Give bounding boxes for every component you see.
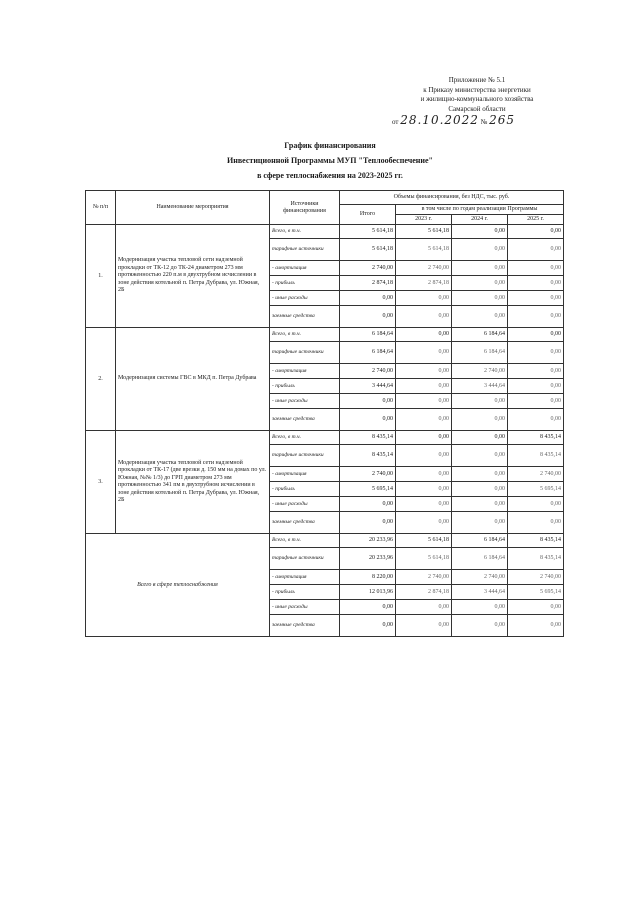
value-2025: 0,00 — [508, 409, 564, 431]
value-2025: 5 695,14 — [508, 482, 564, 497]
measure-row — [86, 225, 564, 239]
value-2024: 0,00 — [452, 431, 508, 445]
row-number: 3. — [86, 431, 116, 534]
header-total: Итого — [340, 205, 396, 225]
source-label: - амортизация — [270, 364, 340, 379]
source-label: - амортизация — [270, 467, 340, 482]
handwritten-date: 28.10.2022 — [400, 113, 479, 127]
value-total: 2 740,00 — [340, 467, 396, 482]
summary-label: Всего в сфере теплоснабжения — [86, 534, 270, 637]
value-total: 2 740,00 — [340, 364, 396, 379]
value-total: 0,00 — [340, 512, 396, 534]
source-label: - амортизация — [270, 261, 340, 276]
value-2025: 0,00 — [508, 239, 564, 261]
value-2023: 2 740,00 — [396, 261, 452, 276]
value-total: 20 233,96 — [340, 534, 396, 548]
value-2023: 0,00 — [396, 615, 452, 637]
value-2024: 6 184,64 — [452, 534, 508, 548]
value-2025: 5 695,14 — [508, 585, 564, 600]
appendix-header — [392, 76, 562, 128]
source-label: - иные расходы — [270, 291, 340, 306]
value-2024: 0,00 — [452, 615, 508, 637]
value-2023: 0,00 — [396, 291, 452, 306]
value-total: 0,00 — [340, 394, 396, 409]
header-2024: 2024 г. — [452, 215, 508, 225]
source-label: тарифные источники — [270, 445, 340, 467]
value-2025: 0,00 — [508, 364, 564, 379]
value-total: 3 444,64 — [340, 379, 396, 394]
value-2025: 0,00 — [508, 342, 564, 364]
value-2025: 8 435,14 — [508, 534, 564, 548]
value-2024: 0,00 — [452, 512, 508, 534]
value-2023: 5 614,18 — [396, 534, 452, 548]
handwritten-number: 265 — [489, 113, 516, 127]
row-number: 1. — [86, 225, 116, 328]
from-label: от — [392, 118, 399, 126]
header-2025: 2025 г. — [508, 215, 564, 225]
value-2024: 0,00 — [452, 306, 508, 328]
measure-name: Модернизация системы ГВС в МКД п. Петра Дубрава — [116, 328, 270, 431]
value-2024: 6 184,64 — [452, 342, 508, 364]
header-2023: 2023 г. — [396, 215, 452, 225]
value-total: 5 614,18 — [340, 225, 396, 239]
value-total: 12 013,96 — [340, 585, 396, 600]
source-label: - прибыль — [270, 482, 340, 497]
value-2024: 0,00 — [452, 497, 508, 512]
value-2025: 0,00 — [508, 600, 564, 615]
value-total: 5 695,14 — [340, 482, 396, 497]
value-total: 2 874,18 — [340, 276, 396, 291]
source-label: Всего, в т.ч. — [270, 328, 340, 342]
value-2024: 3 444,64 — [452, 585, 508, 600]
value-2023: 0,00 — [396, 445, 452, 467]
number-label: № — [480, 118, 488, 126]
value-2023: 5 614,18 — [396, 225, 452, 239]
value-2023: 0,00 — [396, 364, 452, 379]
value-2023: 0,00 — [396, 467, 452, 482]
appendix-line-2: к Приказу министерства энергетики — [423, 85, 531, 94]
value-2023: 0,00 — [396, 394, 452, 409]
value-2024: 0,00 — [452, 409, 508, 431]
value-2024: 0,00 — [452, 239, 508, 261]
value-2023: 5 614,18 — [396, 239, 452, 261]
value-2023: 0,00 — [396, 379, 452, 394]
value-2025: 0,00 — [508, 512, 564, 534]
value-2023: 0,00 — [396, 328, 452, 342]
title-line-3: в сфере теплоснабжения на 2023-2025 гг. — [257, 171, 403, 180]
value-2024: 6 184,64 — [452, 548, 508, 570]
value-total: 0,00 — [340, 291, 396, 306]
value-2025: 0,00 — [508, 276, 564, 291]
header-source: Источники финансирования — [270, 191, 340, 225]
value-2024: 2 740,00 — [452, 570, 508, 585]
source-label: - прибыль — [270, 585, 340, 600]
appendix-line-3: и жилищно-коммунального хозяйства — [420, 95, 534, 103]
document-title — [140, 138, 520, 183]
value-2024: 0,00 — [452, 276, 508, 291]
value-2024: 3 444,64 — [452, 379, 508, 394]
header-num: № п/п — [86, 191, 116, 225]
value-2024: 0,00 — [452, 467, 508, 482]
value-total: 20 233,96 — [340, 548, 396, 570]
source-label: Всего, в т.ч. — [270, 431, 340, 445]
value-2023: 0,00 — [396, 409, 452, 431]
value-2023: 0,00 — [396, 600, 452, 615]
value-2025: 0,00 — [508, 394, 564, 409]
source-label: заемные средства — [270, 512, 340, 534]
value-2025: 0,00 — [508, 306, 564, 328]
row-number: 2. — [86, 328, 116, 431]
source-label: - иные расходы — [270, 394, 340, 409]
source-label: - прибыль — [270, 276, 340, 291]
value-total: 8 435,14 — [340, 445, 396, 467]
appendix-line-1: Приложение № 5.1 — [448, 76, 506, 84]
header-name: Наименование мероприятия — [116, 191, 270, 225]
title-line-1: График финансирования — [284, 141, 376, 150]
measure-row — [86, 328, 564, 342]
value-total: 5 614,18 — [340, 239, 396, 261]
value-2023: 2 740,00 — [396, 570, 452, 585]
measure-row — [86, 431, 564, 445]
source-label: заемные средства — [270, 615, 340, 637]
value-total: 0,00 — [340, 409, 396, 431]
value-2025: 8 435,14 — [508, 445, 564, 467]
header-volumes: Объемы финансирования, без НДС, тыс. руб. — [340, 191, 564, 205]
financing-table — [85, 190, 564, 637]
value-total: 0,00 — [340, 306, 396, 328]
value-2025: 0,00 — [508, 291, 564, 306]
value-2025: 0,00 — [508, 328, 564, 342]
value-2024: 0,00 — [452, 394, 508, 409]
measure-name: Модернизация участка тепловой сети надземной прокладки от ТК-12 до ТК-24 диаметром 273 мм протяженностью 220 п.м в двухтрубном исчислении в зоне действия котельной п. Петра Дубрава, ул. Южная, 2Б — [116, 225, 270, 328]
value-2023: 2 874,18 — [396, 585, 452, 600]
value-2025: 0,00 — [508, 379, 564, 394]
source-label: - амортизация — [270, 570, 340, 585]
value-2023: 0,00 — [396, 342, 452, 364]
value-total: 8 220,00 — [340, 570, 396, 585]
source-label: - иные расходы — [270, 600, 340, 615]
summary-row — [86, 534, 564, 548]
value-2024: 0,00 — [452, 445, 508, 467]
source-label: тарифные источники — [270, 342, 340, 364]
table-body — [86, 225, 564, 637]
appendix-date-number — [392, 113, 562, 128]
value-2025: 8 435,14 — [508, 431, 564, 445]
value-2025: 0,00 — [508, 497, 564, 512]
source-label: тарифные источники — [270, 239, 340, 261]
value-total: 0,00 — [340, 600, 396, 615]
value-2025: 0,00 — [508, 225, 564, 239]
value-2025: 2 740,00 — [508, 570, 564, 585]
header-by-years: в том числе по годам реализации Программы — [396, 205, 564, 215]
source-label: заемные средства — [270, 409, 340, 431]
appendix-line-4: Самарской области — [448, 104, 506, 113]
source-label: Всего, в т.ч. — [270, 225, 340, 239]
value-2024: 0,00 — [452, 291, 508, 306]
source-label: Всего, в т.ч. — [270, 534, 340, 548]
title-line-2: Инвестиционной Программы МУП "Теплообеспечение" — [227, 156, 433, 165]
value-2024: 0,00 — [452, 600, 508, 615]
value-2024: 2 740,00 — [452, 364, 508, 379]
value-2025: 2 740,00 — [508, 467, 564, 482]
value-2023: 0,00 — [396, 512, 452, 534]
value-2023: 2 874,18 — [396, 276, 452, 291]
source-label: - прибыль — [270, 379, 340, 394]
value-2024: 0,00 — [452, 261, 508, 276]
value-2024: 0,00 — [452, 225, 508, 239]
value-2025: 0,00 — [508, 615, 564, 637]
value-total: 0,00 — [340, 615, 396, 637]
value-2024: 6 184,64 — [452, 328, 508, 342]
value-total: 0,00 — [340, 497, 396, 512]
value-2023: 0,00 — [396, 306, 452, 328]
value-2025: 8 435,14 — [508, 548, 564, 570]
value-total: 8 435,14 — [340, 431, 396, 445]
source-label: заемные средства — [270, 306, 340, 328]
value-2024: 0,00 — [452, 482, 508, 497]
value-total: 6 184,64 — [340, 328, 396, 342]
value-2023: 0,00 — [396, 431, 452, 445]
value-total: 2 740,00 — [340, 261, 396, 276]
value-total: 6 184,64 — [340, 342, 396, 364]
measure-name: Модернизация участка тепловой сети надземной прокладки от ТК-17 (две врезки д. 150 мм на домах по ул. Южная, №№ 1/3) до ГРП диаметром 273 мм протяженностью 341 пм в двухтрубном исчислении в зоне действия котельной п. Петра Дубрава, ул. Южная, 2Б — [116, 431, 270, 534]
source-label: тарифные источники — [270, 548, 340, 570]
value-2023: 0,00 — [396, 482, 452, 497]
value-2025: 0,00 — [508, 261, 564, 276]
source-label: - иные расходы — [270, 497, 340, 512]
value-2023: 0,00 — [396, 497, 452, 512]
value-2023: 5 614,18 — [396, 548, 452, 570]
